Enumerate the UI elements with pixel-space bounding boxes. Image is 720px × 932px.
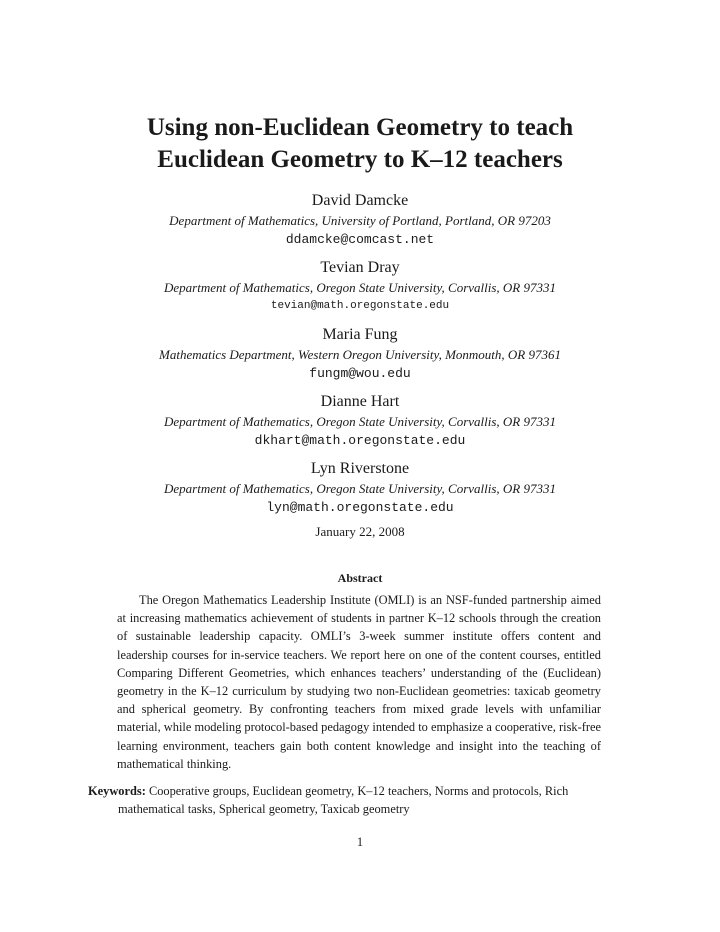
paper-date: January 22, 2008 bbox=[315, 524, 405, 539]
title-line-1: Using non-Euclidean Geometry to teach bbox=[146, 114, 574, 141]
author-block bbox=[0, 324, 720, 383]
keywords-text: Cooperative groups, Euclidean geometry, K–12 teachers, Norms and protocols, Rich mathematical tasks, Spherical geometry, Taxicab geometry bbox=[118, 784, 569, 817]
author-block bbox=[0, 257, 720, 316]
author-affiliation: Department of Mathematics, University of Portland, Portland, OR 97203 bbox=[169, 213, 551, 228]
author-affiliation: Department of Mathematics, Oregon State University, Corvallis, OR 97331 bbox=[164, 280, 556, 295]
author-email[interactable]: fungm@wou.edu bbox=[309, 366, 411, 381]
author-email[interactable]: lyn@math.oregonstate.edu bbox=[266, 500, 454, 515]
author-email[interactable]: dkhart@math.oregonstate.edu bbox=[254, 433, 466, 448]
author-affiliation: Mathematics Department, Western Oregon University, Monmouth, OR 97361 bbox=[159, 347, 561, 362]
abstract-text: The Oregon Mathematics Leadership Institute (OMLI) is an NSF-funded partnership aimed at increasing mathematics achievement of students in partner K–12 schools through the creation of sustainable leadership capacity. OMLI’s 3-week summer institute offers content and leadership courses for in-service teachers. We report here on one of the content courses, entitled Comparing Different Geometries, which enhances teachers’ understanding of the (Euclidean) geometry in the K–12 curriculum by studying two non-Euclidean geometries: taxicab geometry and spherical geometry. By confronting teachers from mixed grade levels with unfamiliar material, while modeling protocol-based pedagogy intended to emphasize a cooperative, risk-free learning environment, teachers gain both content knowledge and insight into the teaching of mathematical thinking. bbox=[117, 593, 601, 771]
title-line-2: Euclidean Geometry to K–12 teachers bbox=[157, 146, 563, 173]
author-name: Maria Fung bbox=[322, 326, 398, 343]
author-name: Tevian Dray bbox=[320, 259, 400, 276]
author-affiliation: Department of Mathematics, Oregon State University, Corvallis, OR 97331 bbox=[164, 481, 556, 496]
author-list bbox=[0, 190, 720, 525]
page-number: 1 bbox=[356, 835, 364, 849]
keywords-label: Keywords: bbox=[88, 784, 146, 798]
author-name: David Damcke bbox=[311, 192, 409, 209]
author-name: Dianne Hart bbox=[320, 393, 400, 410]
author-name: Lyn Riverstone bbox=[310, 460, 410, 477]
author-email[interactable]: ddamcke@comcast.net bbox=[285, 232, 435, 247]
author-block bbox=[0, 190, 720, 249]
abstract-heading: Abstract bbox=[337, 571, 383, 585]
author-block bbox=[0, 391, 720, 450]
author-block bbox=[0, 458, 720, 517]
author-email[interactable]: tevian@math.oregonstate.edu bbox=[270, 300, 450, 312]
keywords bbox=[88, 782, 632, 818]
author-affiliation: Department of Mathematics, Oregon State University, Corvallis, OR 97331 bbox=[164, 414, 556, 429]
paper-title bbox=[0, 112, 720, 176]
